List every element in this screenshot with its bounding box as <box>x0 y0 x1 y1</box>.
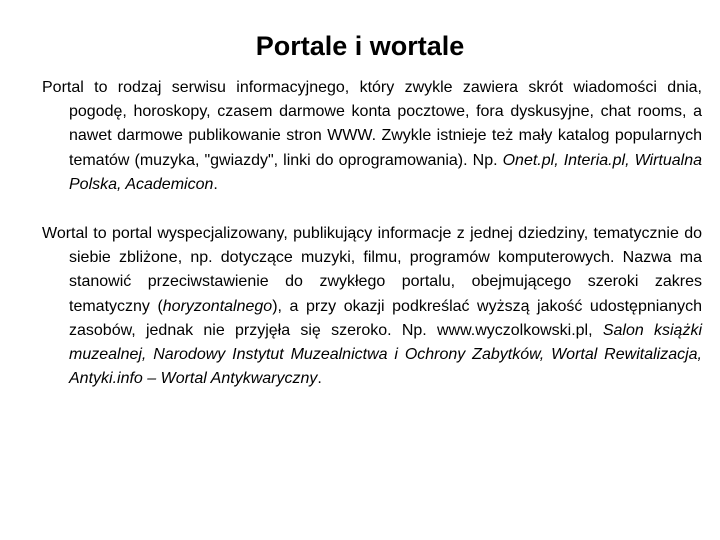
wortal-horizontal-term: horyzontalnego <box>162 297 273 315</box>
slide-body <box>42 76 702 416</box>
portal-examples: Onet.pl, Interia.pl, Wirtualna Polska, Academicon <box>69 151 703 193</box>
portal-end: . <box>213 175 218 193</box>
paragraph-wortal <box>42 222 702 391</box>
paragraph-portal <box>42 76 702 197</box>
wortal-examples: Salon książki muzealnej, Narodowy Instytut Muzealnictwa i Ochrony Zabytków, Wortal Rewitalizacja, Antyki.info – Wortal Antykwaryczny <box>69 321 702 388</box>
wortal-definition-part2: ), a przy okazji podkreślać wyższą jakość udostępnianych zasobów, jednak nie przyjęła się szeroko. Np. www.wyczolkowski.pl, <box>69 297 703 339</box>
term-wortal: Wortal <box>42 225 88 243</box>
slide-title: Portale i wortale <box>255 31 465 61</box>
term-portal: Portal <box>42 79 84 96</box>
wortal-definition-part1: to portal wyspecjalizowany, publikujący informacje z jednej dziedziny, tematycznie do siebie zbliżone, np. dotyczące muzyki, filmu, programów komputerowych. Nazwa ma stanowić przeciwstawienie do zwykłego portalu, obejmującego szeroki zakres tematyczny ( <box>69 225 702 315</box>
portal-definition: to rodzaj serwisu informacyjnego, który zwykle zawiera skrót wiadomości dnia, pogodę, horoskopy, czasem darmowe konta pocztowe, fora dyskusyjne, chat rooms, a nawet darmowe publikowanie stron WWW. Zwykle istnieje też mały katalog popularnych tematów (muzyka, "gwiazdy", linki do oprogramowania). Np. <box>69 79 702 169</box>
wortal-end: . <box>317 370 322 388</box>
